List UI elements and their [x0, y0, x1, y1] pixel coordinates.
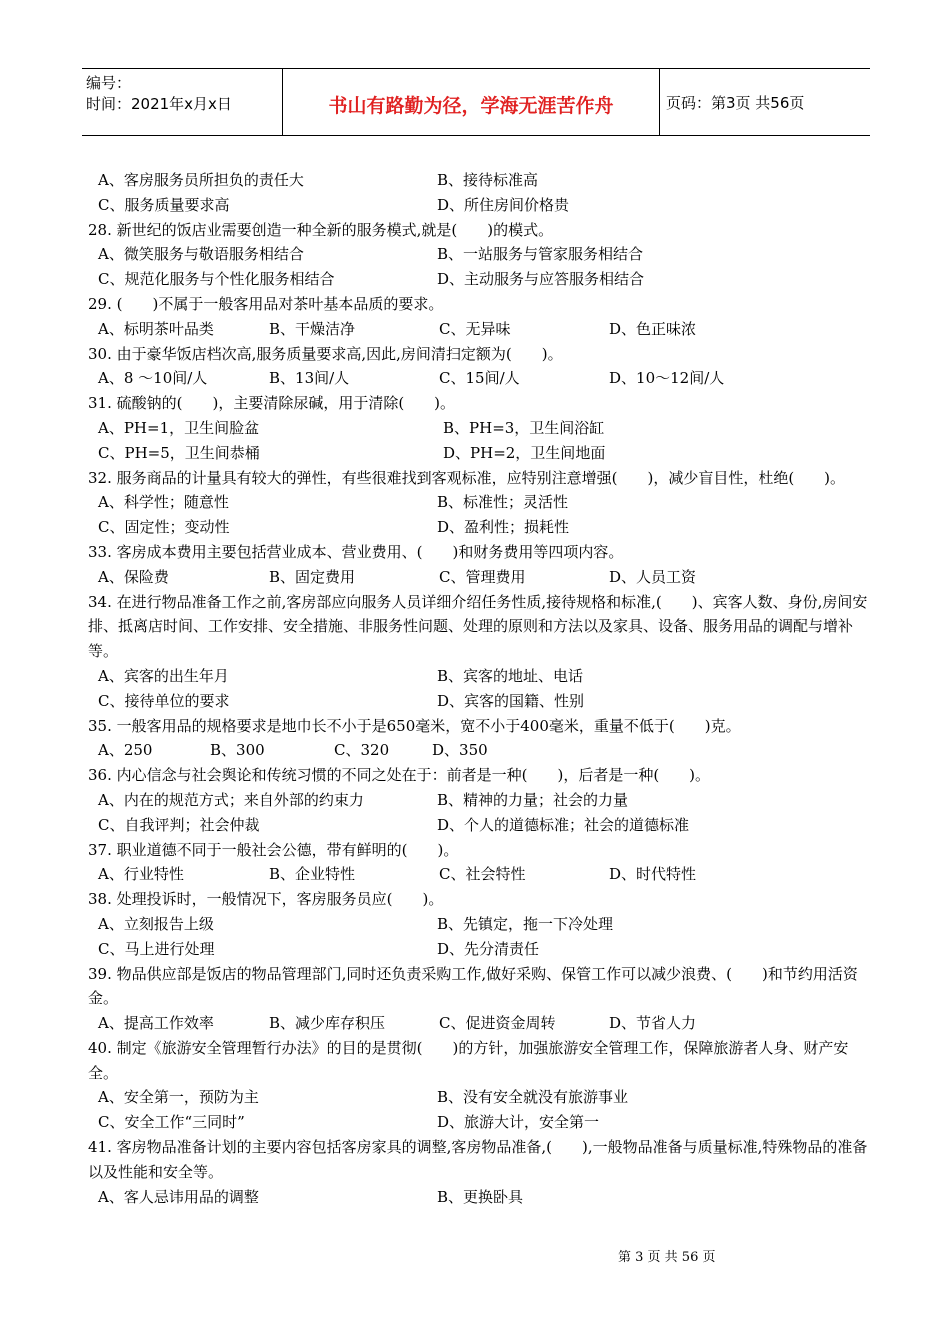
option-b: D、宾客的国籍、性别 — [437, 691, 585, 710]
option-c: C、无异味 — [439, 319, 511, 338]
question-stem: 35. 一般客用品的规格要求是地巾长不小于是650毫米，宽不小于400毫米，重量不低于( )克。 — [88, 716, 741, 735]
option-b: B、PH=3，卫生间浴缸 — [443, 418, 605, 437]
option-a: A、客人忌讳用品的调整 — [98, 1187, 259, 1206]
option-row — [88, 1085, 870, 1110]
option-row — [88, 788, 870, 813]
option-b: B、干燥洁净 — [269, 319, 356, 338]
option-a: C、固定性；变动性 — [98, 518, 230, 537]
option-a: A、微笑服务与敬语服务相结合 — [98, 245, 304, 264]
option-b: D、盈利性；损耗性 — [437, 518, 570, 537]
option-b: B、没有安全就没有旅游事业 — [437, 1088, 629, 1107]
option-a: A、安全第一，预防为主 — [98, 1088, 259, 1107]
question-stem: 36. 内心信念与社会舆论和传统习惯的不同之处在于：前者是一种( )，后者是一种( )。 — [88, 766, 711, 785]
option-b: B、先镇定，拖一下冷处理 — [437, 914, 614, 933]
option-row — [88, 738, 870, 763]
option-a: A、内在的规范方式；来自外部的约束力 — [98, 790, 364, 809]
option-d: D、10～12间/人 — [609, 369, 725, 388]
option-row — [88, 416, 870, 441]
option-b: B、更换卧具 — [437, 1187, 524, 1206]
question-stem: 40. 制定《旅游安全管理暂行办法》的目的是贯彻( )的方针，加强旅游安全管理工作，保障旅游者人身、财产安全。 — [88, 1038, 849, 1082]
option-row — [88, 1011, 870, 1036]
option-d: D、350 — [432, 741, 488, 760]
page-footer: 第 3 页 共 56 页 — [618, 1250, 716, 1265]
option-b: B、精神的力量；社会的力量 — [437, 790, 629, 809]
option-row — [88, 1110, 870, 1135]
option-row — [88, 193, 870, 218]
option-b: B、300 — [210, 741, 265, 760]
option-b: B、企业特性 — [269, 865, 356, 884]
option-a: A、250 — [98, 741, 153, 760]
option-a: A、行业特性 — [98, 865, 184, 884]
option-row — [88, 515, 870, 540]
option-d: D、节省人力 — [609, 1014, 697, 1033]
question-stem: 37. 职业道德不同于一般社会公德，带有鲜明的( )。 — [88, 840, 459, 859]
option-a: C、马上进行处理 — [98, 939, 215, 958]
option-b: D、PH=2，卫生间地面 — [443, 443, 606, 462]
option-b: B、13间/人 — [269, 369, 350, 388]
option-b: B、接待标准高 — [437, 171, 539, 189]
option-a: C、安全工作“三同时” — [98, 1113, 245, 1132]
option-a: C、接待单位的要求 — [98, 691, 230, 710]
option-b: D、主动服务与应答服务相结合 — [437, 270, 645, 289]
option-b: B、标准性；灵活性 — [437, 493, 569, 512]
option-a: A、宾客的出生年月 — [98, 666, 229, 685]
option-row — [88, 267, 870, 292]
question-stem: 41. 客房物品准备计划的主要内容包括客房家具的调整,客房物品准备,( ),一般物品准备与质量标准,特殊物品的准备以及性能和安全等。 — [88, 1138, 868, 1181]
question-stem: 29. ( )不属于一般客用品对茶叶基本品质的要求。 — [88, 294, 444, 313]
header-left — [82, 69, 282, 135]
option-a: C、规范化服务与个性化服务相结合 — [98, 270, 335, 289]
question-stem: 28. 新世纪的饭店业需要创造一种全新的服务模式,就是( )的模式。 — [88, 220, 554, 239]
question-stem: 31. 硫酸钠的( )，主要清除尿碱，用于清除( )。 — [88, 394, 456, 413]
option-c: C、320 — [334, 741, 390, 760]
number-label: 编号： — [86, 74, 132, 92]
option-row — [88, 490, 870, 515]
option-d: D、色正味浓 — [609, 319, 697, 338]
option-c: C、15间/人 — [439, 369, 520, 388]
option-row — [88, 565, 870, 590]
option-b: B、固定费用 — [269, 567, 356, 586]
option-row — [88, 937, 870, 962]
question-stem: 33. 客房成本费用主要包括营业成本、营业费用、( )和财务费用等四项内容。 — [88, 542, 624, 561]
header-page-number: 页码：第3页 共56页 — [666, 93, 805, 112]
option-d: D、人员工资 — [609, 567, 697, 586]
option-a: A、立刻报告上级 — [98, 914, 214, 933]
header-motto: 书山有路勤为径，学海无涯苦作舟 — [282, 69, 660, 135]
option-row — [88, 1185, 870, 1210]
option-a: A、科学性；随意性 — [98, 493, 229, 512]
option-row — [88, 441, 870, 466]
question-stem: 38. 处理投诉时，一般情况下，客房服务员应( )。 — [88, 890, 444, 909]
option-row — [88, 862, 870, 887]
option-a: C、自我评判；社会仲裁 — [98, 815, 260, 834]
option-a: A、8 ～10间/人 — [98, 369, 208, 388]
option-row — [88, 664, 870, 689]
option-row — [88, 317, 870, 342]
page-header — [82, 68, 870, 136]
option-a: A、保险费 — [98, 567, 169, 586]
question-list — [88, 168, 870, 1209]
option-a: A、PH=1，卫生间脸盆 — [98, 418, 260, 437]
option-row — [88, 366, 870, 391]
question-stem: 34. 在进行物品准备工作之前,客房部应向服务人员详细介绍任务性质,接待规格和标准,( )、宾客人数、身份,房间安排、抵离店时间、工作安排、安全措施、非服务性问题、处理的原则和方法以及家具、设备、服务用品的调配与增补等。 — [88, 592, 868, 661]
option-row — [88, 242, 870, 267]
option-b: D、旅游大计，安全第一 — [437, 1113, 600, 1132]
option-row — [88, 912, 870, 937]
option-b: D、先分清责任 — [437, 939, 540, 958]
question-stem: 39. 物品供应部是饭店的物品管理部门,同时还负责采购工作,做好采购、保管工作可以减少浪费、( )和节约用活资金。 — [88, 964, 858, 1008]
option-a: C、PH=5，卫生间恭桶 — [98, 443, 260, 462]
option-a: A、提高工作效率 — [98, 1014, 214, 1033]
question-stem: 32. 服务商品的计量具有较大的弹性，有些很难找到客观标准，应特别注意增强( )，减少盲目性，杜绝( )。 — [88, 468, 846, 487]
option-c: C、社会特性 — [439, 865, 526, 884]
option-d: D、时代特性 — [609, 865, 697, 884]
option-b: B、宾客的地址、电话 — [437, 666, 584, 685]
option-c: C、管理费用 — [439, 567, 526, 586]
option-b: D、所住房间价格贵 — [437, 195, 570, 214]
option-b: B、一站服务与管家服务相结合 — [437, 245, 644, 264]
option-a: A、标明茶叶品类 — [98, 319, 214, 338]
time-label: 时间：2021年x月x日 — [86, 95, 232, 113]
option-row — [88, 813, 870, 838]
option-row — [88, 168, 870, 193]
option-row — [88, 689, 870, 714]
option-b: B、减少库存积压 — [269, 1014, 386, 1033]
option-b: D、个人的道德标准；社会的道德标准 — [437, 815, 690, 834]
question-stem: 30. 由于豪华饭店档次高,服务质量要求高,因此,房间清扫定额为( )。 — [88, 344, 563, 363]
option-c: C、促进资金周转 — [439, 1014, 556, 1033]
option-a: A、客房服务员所担负的责任大 — [98, 171, 304, 189]
option-a: C、服务质量要求高 — [98, 195, 230, 214]
